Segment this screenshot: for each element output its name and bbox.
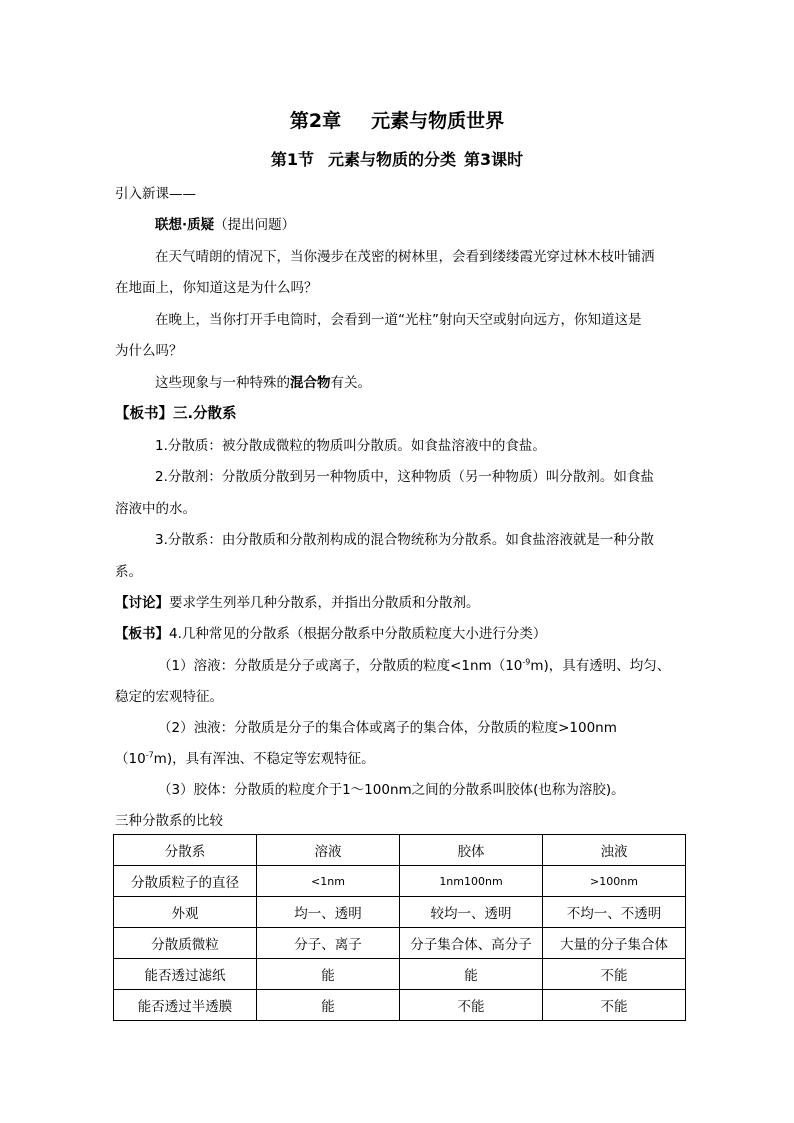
table-cell: 分散质粒子的直径: [114, 866, 257, 897]
definition-3-line-1: 3.分散系：由分散质和分散剂构成的混合物统称为分散系。如食盐溶液就是一种分散: [155, 532, 654, 548]
solution-exponent: -9: [522, 657, 531, 667]
table-cell: 大量的分子集合体: [543, 928, 686, 959]
paragraph-3-prefix: 这些现象与一种特殊的: [155, 375, 290, 391]
board-note-2: [115, 624, 546, 644]
solution-line-1: [158, 656, 670, 676]
turbid-line-1: （2）浊液：分散质是分子的集合体或离子的集合体，分散质的粒度>100nm: [158, 720, 617, 736]
table-cell: 不能: [400, 990, 543, 1021]
board-tag-2: 【板书】: [115, 626, 169, 642]
table-cell: <1nm: [257, 866, 400, 897]
board-note-1: [115, 404, 237, 424]
solution-suffix: m)，具有透明、均匀、: [530, 658, 671, 674]
lesson-label: 第3课时: [464, 150, 524, 169]
comparison-table-body: [114, 835, 686, 1021]
solution-line-2: 稳定的宏观特征。: [115, 689, 223, 705]
table-cell: 能: [257, 990, 400, 1021]
discussion-note: [115, 593, 480, 613]
intro-heading: 引入新课——: [115, 186, 196, 202]
definition-1: 1.分散质：被分散成微粒的物质叫分散质。如食盐溶液中的食盐。: [155, 438, 546, 454]
board-text: 三.分散系: [173, 406, 237, 422]
definition-3-line-2: 系。: [115, 564, 142, 580]
section-title: [0, 147, 794, 170]
turbid-line-2: [115, 749, 375, 769]
table-row: [114, 928, 686, 959]
definition-2-line-1: 2.分散剂：分散质分散到另一种物质中，这种物质（另一种物质）叫分散剂。如食盐: [155, 469, 654, 485]
table-cell: 能: [400, 959, 543, 990]
comparison-table: [113, 834, 686, 1021]
paragraph-2-line-1: 在晚上，当你打开手电筒时，会看到一道“光柱”射向天空或射向远方，你知道这是: [155, 312, 642, 328]
table-header-cell: 分散系: [114, 835, 257, 866]
think-question: [155, 215, 295, 235]
table-cell: 分子、离子: [257, 928, 400, 959]
table-cell: 均一、透明: [257, 897, 400, 928]
board-text-2: 4.几种常见的分散系（根据分散系中分散质粒度大小进行分类）: [169, 626, 547, 642]
board-tag: 【板书】: [115, 406, 173, 422]
turbid-prefix: （10: [115, 751, 146, 767]
table-cell: 能否透过半透膜: [114, 990, 257, 1021]
paragraph-3: [155, 373, 371, 393]
table-row: [114, 897, 686, 928]
table-cell: 能: [257, 959, 400, 990]
table-row: [114, 866, 686, 897]
colloid-line: （3）胶体：分散质的粒度介于1～100nm之间的分散系叫胶体(也称为溶胶)。: [158, 782, 625, 798]
table-cell: 分子集合体、高分子: [400, 928, 543, 959]
table-cell: 1nm100nm: [400, 866, 543, 897]
discussion-tag: 【讨论】: [115, 595, 169, 611]
table-cell: >100nm: [543, 866, 686, 897]
chapter-label: 第2章: [289, 110, 342, 132]
turbid-exponent: -7: [145, 750, 154, 760]
table-cell: 能否透过滤纸: [114, 959, 257, 990]
paragraph-3-suffix: 有关。: [330, 375, 371, 391]
discussion-text: 要求学生列举几种分散系，并指出分散质和分散剂。: [169, 595, 480, 611]
section-label: 第1节: [270, 150, 314, 169]
table-caption: 三种分散系的比较: [115, 813, 223, 829]
chapter-title: [0, 106, 794, 133]
table-row: [114, 990, 686, 1021]
paragraph-2-line-2: 为什么吗？: [115, 343, 183, 359]
paragraph-3-bold: 混合物: [290, 375, 331, 391]
table-row: [114, 959, 686, 990]
think-note: （提出问题）: [214, 217, 296, 233]
solution-prefix: （1）溶液：分散质是分子或离子，分散质的粒度<1nm（10: [158, 658, 523, 674]
table-cell: 分散质微粒: [114, 928, 257, 959]
table-header-cell: 胶体: [400, 835, 543, 866]
section-name: 元素与物质的分类: [327, 150, 456, 169]
think-label: 联想·质疑: [155, 217, 215, 233]
table-cell: 较均一、透明: [400, 897, 543, 928]
paragraph-1-line-1: 在天气晴朗的情况下，当你漫步在茂密的树林里，会看到缕缕霞光穿过林木枝叶铺洒: [155, 249, 655, 265]
definition-2-line-2: 溶液中的水。: [115, 501, 196, 517]
table-cell: 不能: [543, 990, 686, 1021]
table-cell: 不能: [543, 959, 686, 990]
table-header-cell: 浊液: [543, 835, 686, 866]
chapter-name: 元素与物质世界: [371, 110, 505, 132]
table-header-row: [114, 835, 686, 866]
turbid-suffix: m)，具有浑浊、不稳定等宏观特征。: [153, 751, 375, 767]
table-header-cell: 溶液: [257, 835, 400, 866]
table-cell: 不均一、不透明: [543, 897, 686, 928]
table-cell: 外观: [114, 897, 257, 928]
paragraph-1-line-2: 在地面上，你知道这是为什么吗？: [115, 280, 318, 296]
